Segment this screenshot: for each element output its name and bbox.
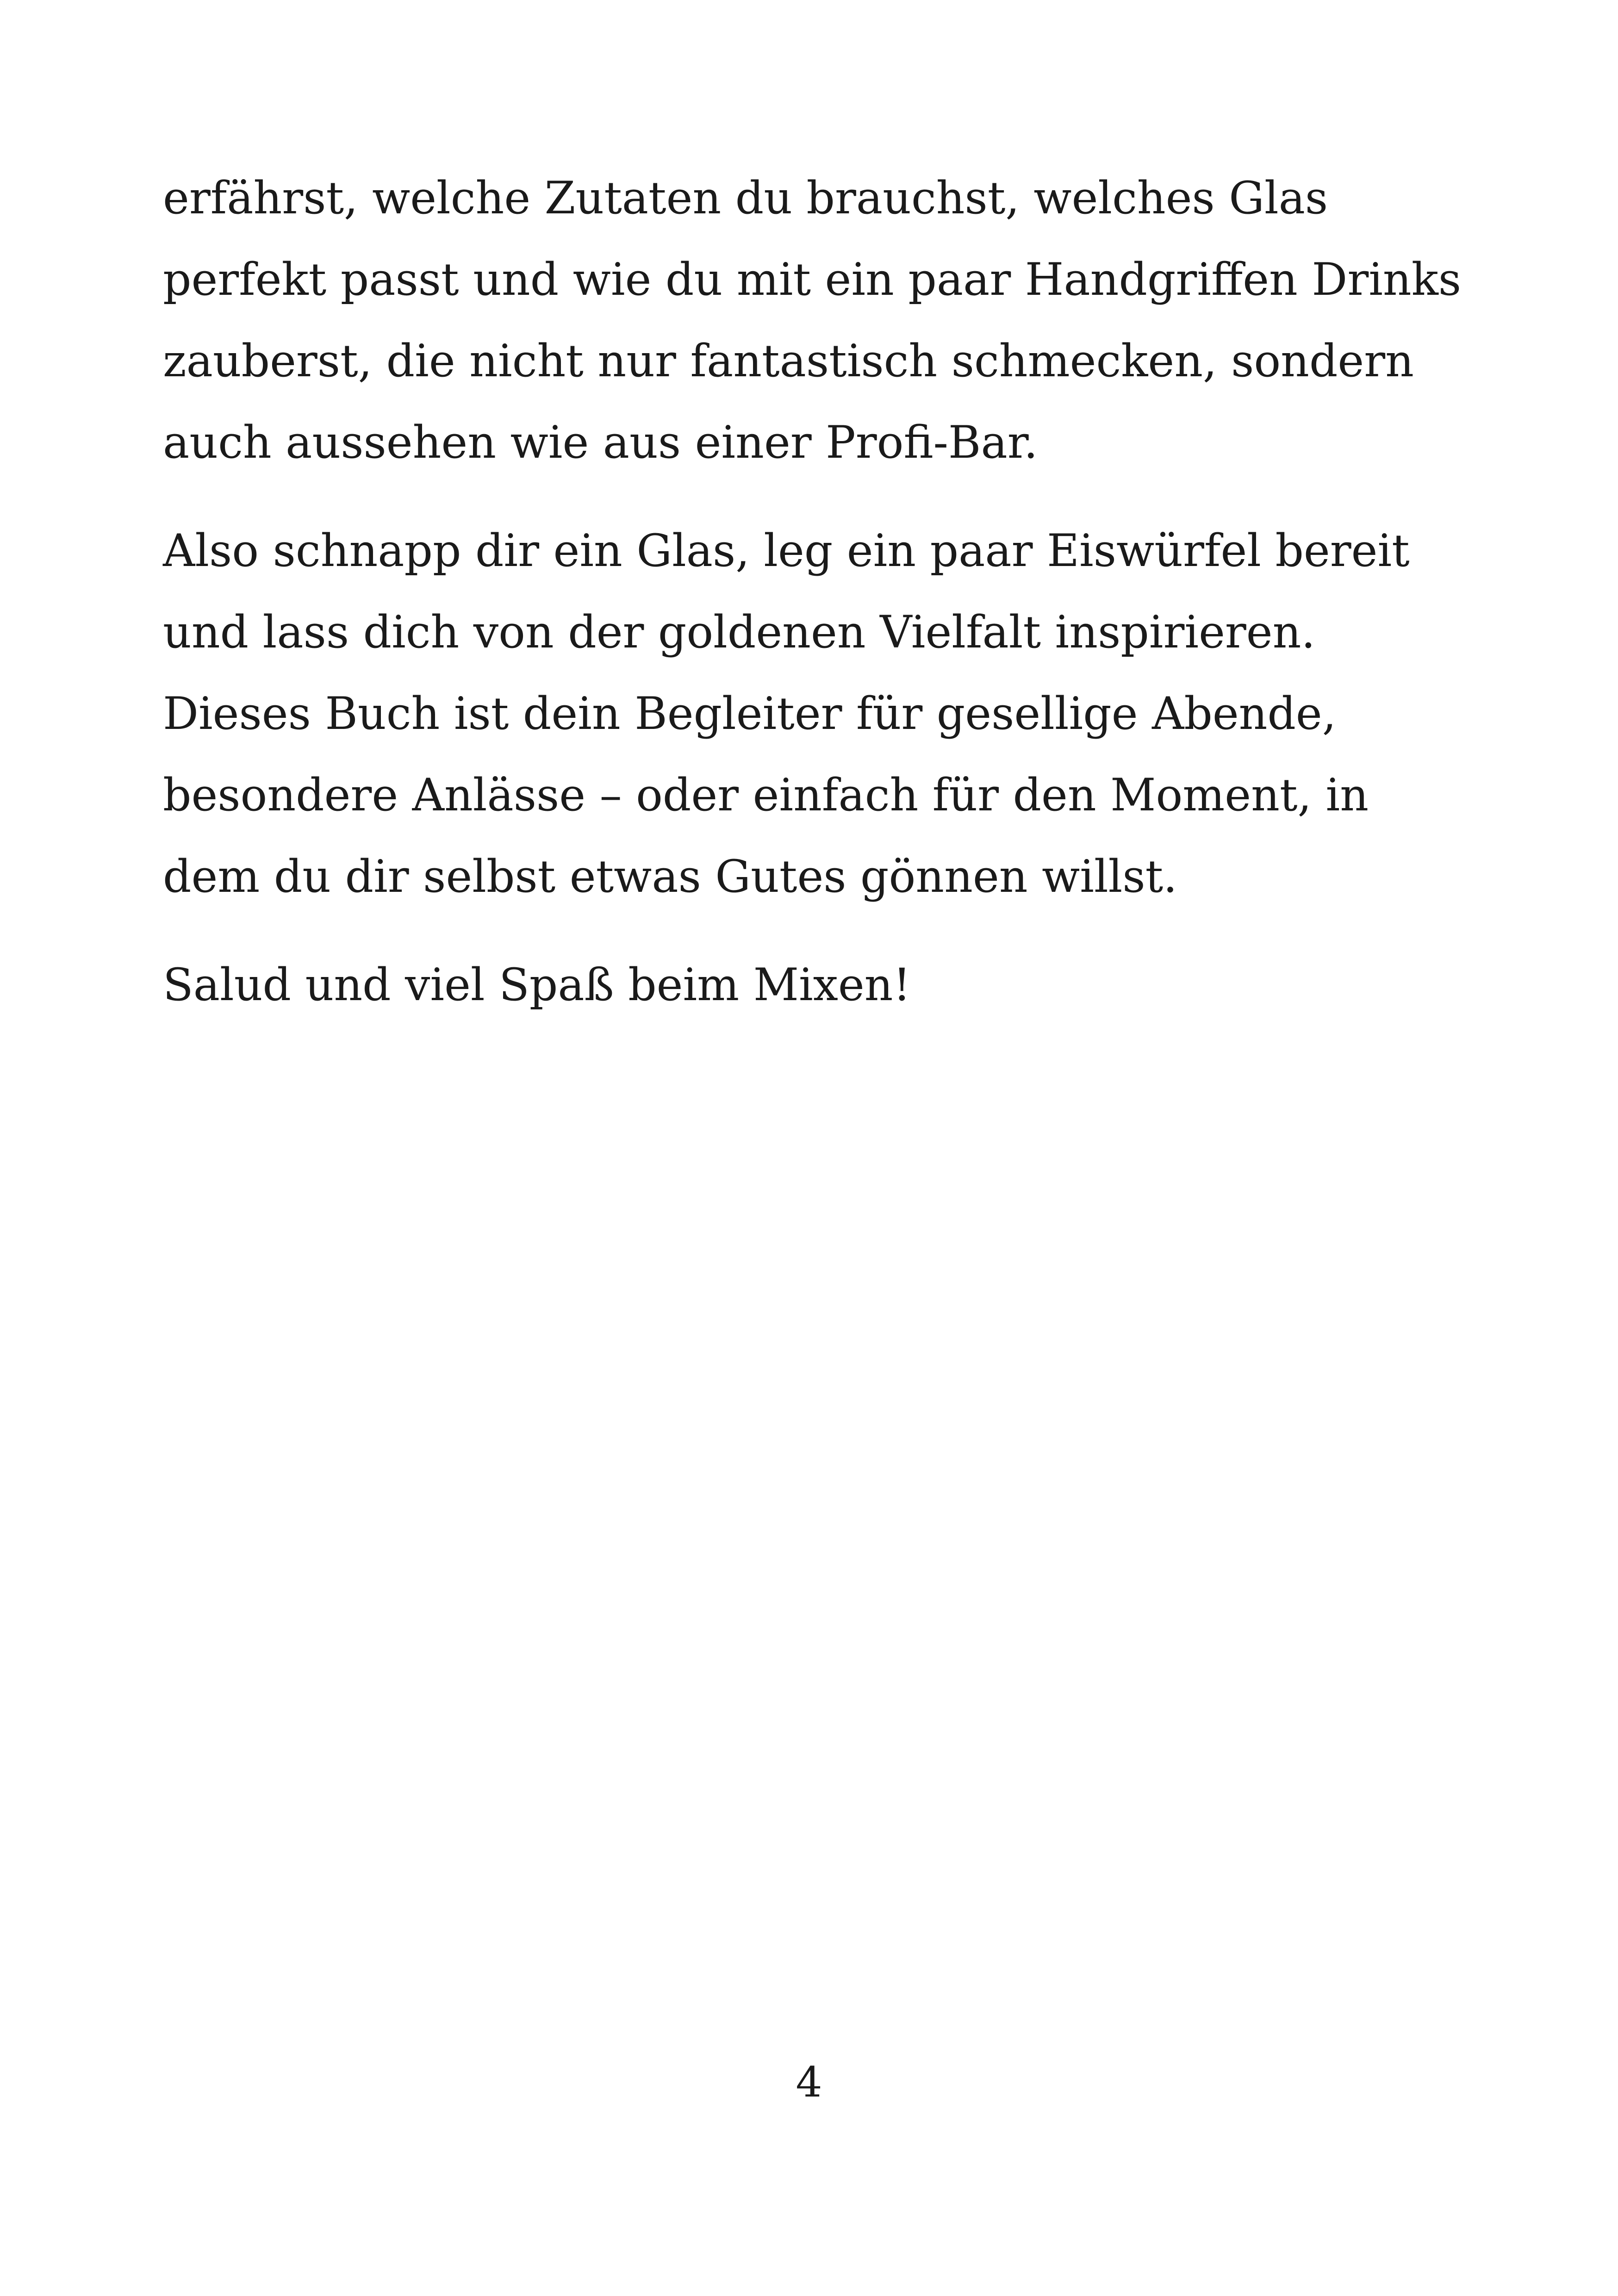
text-line: Salud und viel Spaß beim Mixen! — [163, 959, 911, 1011]
text-line: und lass dich von der goldenen Vielfalt inspirieren. — [163, 606, 1315, 658]
text-line: dem du dir selbst etwas Gutes gönnen willst. — [163, 851, 1177, 902]
paragraph-1 — [163, 157, 1505, 483]
text-line: zauberst, die nicht nur fantastisch schmecken, sondern — [163, 335, 1414, 387]
text-line: Also schnapp dir ein Glas, leg ein paar Eiswürfel bereit — [163, 525, 1410, 577]
text-line: perfekt passt und wie du mit ein paar Handgriffen Drinks — [163, 254, 1462, 305]
text-line: Dieses Buch ist dein Begleiter für gesellige Abende, — [163, 688, 1337, 740]
text-line: besondere Anlässe – oder einfach für den Moment, in — [163, 769, 1369, 821]
text-line: erfährst, welche Zutaten du brauchst, welches Glas — [163, 172, 1328, 224]
body-text — [163, 157, 1505, 1052]
page-number: 4 — [796, 2058, 822, 2107]
paragraph-3 — [163, 944, 1505, 1026]
text-line: auch aussehen wie aus einer Profi-Bar. — [163, 417, 1038, 468]
paragraph-2 — [163, 510, 1505, 917]
